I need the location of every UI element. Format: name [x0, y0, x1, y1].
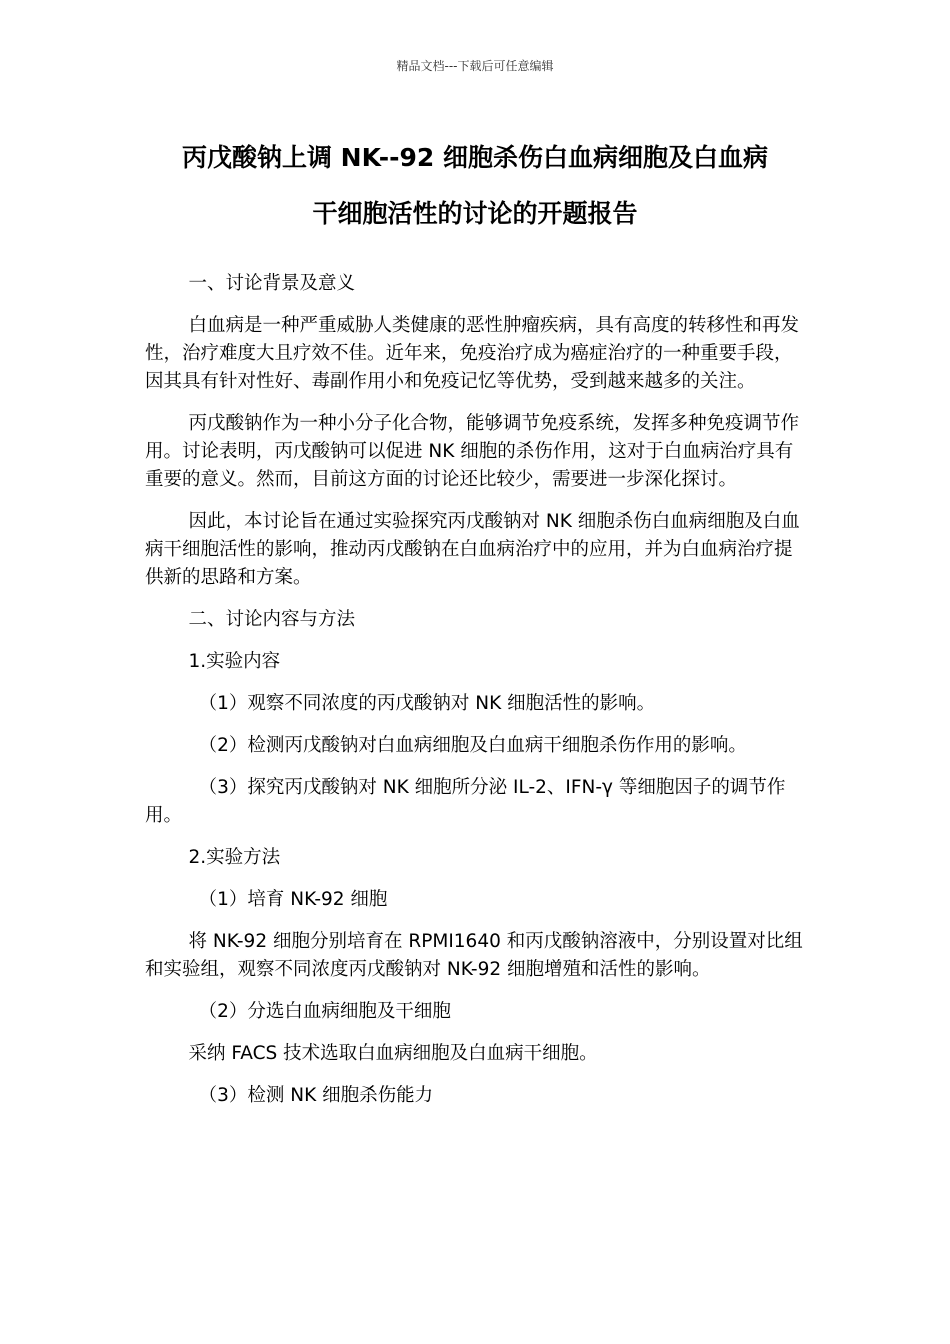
subsection-heading: 1.实验内容 [188, 651, 281, 672]
list-item: （1）培育 NK-92 细胞 [198, 889, 388, 910]
list-item: （3）检测 NK 细胞杀伤能力 [198, 1085, 434, 1106]
paragraph: 采纳 FACS 技术选取白血病细胞及白血病干细胞。 [188, 1043, 598, 1064]
list-item: （2）分选白血病细胞及干细胞 [198, 1001, 451, 1022]
section-heading: 二、讨论内容与方法 [188, 609, 355, 630]
title-line-2: 干细胞活性的讨论的开题报告 [312, 199, 638, 228]
list-item: （3）探究丙戊酸钠对 NK 细胞所分泌 IL-2、IFN-γ 等细胞因子的调节作用。 [145, 777, 786, 826]
list-item: （1）观察不同浓度的丙戊酸钠对 NK 细胞活性的影响。 [198, 693, 656, 714]
document-body [145, 270, 810, 1124]
title-line-1: 丙戊酸钠上调 NK--92 细胞杀伤白血病细胞及白血病 [181, 143, 769, 172]
paragraph: 将 NK-92 细胞分别培育在 RPMI1640 和丙戊酸钠溶液中，分别设置对比组和实验组，观察不同浓度丙戊酸钠对 NK-92 细胞增殖和活性的影响。 [145, 931, 803, 980]
subsection-heading: 2.实验方法 [188, 847, 281, 868]
document-title [100, 130, 850, 242]
list-item: （2）检测丙戊酸钠对白血病细胞及白血病干细胞杀伤作用的影响。 [198, 735, 747, 756]
section-heading: 一、讨论背景及意义 [188, 273, 355, 294]
paragraph: 因此，本讨论旨在通过实验探究丙戊酸钠对 NK 细胞杀伤白血病细胞及白血病干细胞活性的影响，推动丙戊酸钠在白血病治疗中的应用，并为白血病治疗提供新的思路和方案。 [145, 511, 800, 588]
paragraph: 白血病是一种严重威胁人类健康的恶性肿瘤疾病，具有高度的转移性和再发性，治疗难度大且疗效不佳。近年来，免疫治疗成为癌症治疗的一种重要手段，因其具有针对性好、毒副作用小和免疫记忆等优势，受到越来越多的关注。 [145, 315, 799, 392]
paragraph: 丙戊酸钠作为一种小分子化合物，能够调节免疫系统，发挥多种免疫调节作用。讨论表明，丙戊酸钠可以促进 NK 细胞的杀伤作用，这对于白血病治疗具有重要的意义。然而，目前这方面的讨论还比较少，需要进一步深化探讨。 [145, 413, 799, 490]
header-note: 精品文档---下载后可任意编辑 [396, 59, 554, 73]
